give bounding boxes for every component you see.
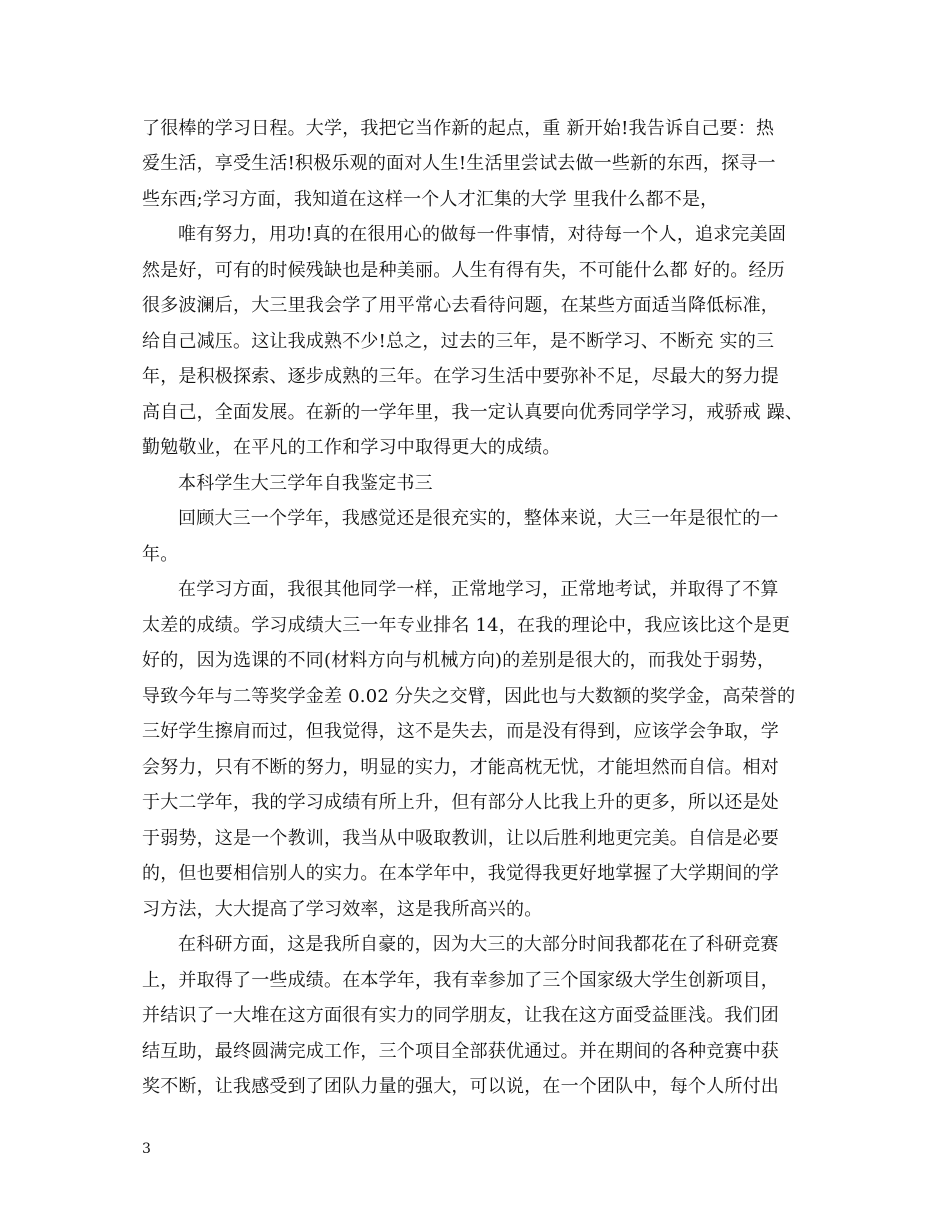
text-line: 导致今年与二等奖学金差 0.02 分失之交臂，因此也与大数额的奖学金，高荣誉的 [142, 686, 796, 707]
text-line: 会努力，只有不断的努力，明显的实力，才能高枕无忧，才能坦然而自信。相对 [142, 757, 779, 778]
text-line: 回顾大三一个学年，我感觉还是很充实的，整体来说，大三一年是很忙的一 [178, 508, 779, 529]
text-line: 于弱势，这是一个教训，我当从中吸取教训，让以后胜利地更完美。自信是必要 [142, 828, 779, 849]
text-line: 给自己减压。这让我成熟不少!总之，过去的三年，是不断学习、不断充 实的三 [142, 331, 775, 352]
text-line: 在学习方面，我很其他同学一样，正常地学习，正常地考试，并取得了不算 [178, 579, 779, 600]
text-line: 爱生活，享受生活!积极乐观的面对人生!生活里尝试去做一些新的东西，探寻一 [142, 153, 776, 174]
text-line: 些东西;学习方面，我知道在这样一个人才汇集的大学 里我什么都不是， [142, 189, 719, 210]
text-line: 结互助，最终圆满完成工作，三个项目全部获优通过。并在期间的各种竞赛中获 [142, 1041, 779, 1062]
text-line: 在科研方面，这是我所自豪的，因为大三的大部分时间我都花在了科研竞赛 [178, 934, 779, 955]
text-line: 唯有努力，用功!真的在很用心的做每一件事情，对待每一个人，追求完美固 [178, 224, 787, 245]
text-line: 太差的成绩。学习成绩大三一年专业排名 14，在我的理论中，我应该比这个是更 [142, 615, 791, 636]
text-line: 勤勉敬业，在平凡的工作和学习中取得更大的成绩。 [142, 437, 561, 458]
text-line: 年。 [142, 544, 179, 565]
text-line: 三好学生擦肩而过，但我觉得，这不是失去，而是没有得到，应该学会争取，学 [142, 721, 779, 742]
text-line: 上，并取得了一些成绩。在本学年，我有幸参加了三个国家级大学生创新项目， [142, 970, 779, 991]
text-line: 并结识了一大堆在这方面很有实力的同学朋友，让我在这方面受益匪浅。我们团 [142, 1005, 779, 1026]
text-line: 习方法，大大提高了学习效率，这是我所高兴的。 [142, 899, 543, 920]
text-line: 了很棒的学习日程。大学，我把它当作新的起点，重 新开始!我告诉自己要：热 [142, 118, 775, 139]
text-line: 好的，因为选课的不同(材料方向与机械方向)的差别是很大的，而我处于弱势， [142, 650, 776, 671]
text-line: 然是好，可有的时候残缺也是种美丽。人生有得有失，不可能什么都 好的。经历 [142, 260, 785, 281]
text-line: 高自己，全面发展。在新的一学年里，我一定认真要向优秀同学学习，戒骄戒 躁、 [142, 402, 804, 423]
text-line: 奖不断，让我感受到了团队力量的强大，可以说，在一个团队中，每个人所付出 [142, 1076, 779, 1097]
text-line: 很多波澜后，大三里我会学了用平常心去看待问题，在某些方面适当降低标准， [142, 295, 779, 316]
text-line: 的，但也要相信别人的实力。在本学年中，我觉得我更好地掌握了大学期间的学 [142, 863, 779, 884]
page-number: 3 [142, 1141, 151, 1157]
section-heading: 本科学生大三学年自我鉴定书三 [178, 473, 433, 494]
text-line: 于大二学年，我的学习成绩有所上升，但有部分人比我上升的更多，所以还是处 [142, 792, 779, 813]
text-line: 年，是积极探索、逐步成熟的三年。在学习生活中要弥补不足，尽最大的努力提 [142, 366, 779, 387]
